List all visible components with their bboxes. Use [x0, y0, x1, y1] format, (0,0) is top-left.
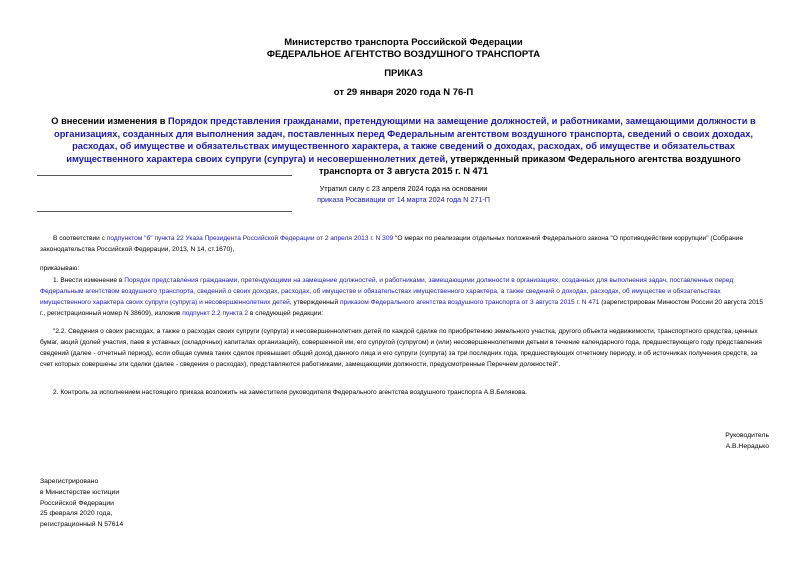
divider-top: [37, 175, 292, 176]
registration-block: [40, 477, 123, 531]
registration-line-2: в Министерстве юстиции: [40, 488, 120, 496]
divider-bottom: [37, 211, 292, 212]
item1-text-4: в следующей редакции:: [248, 310, 324, 317]
preamble-text-3: (Собрание законодательства Российской Федерации, 2013, N 14, ст.1670),: [40, 235, 744, 253]
signature-position: Руководитель: [725, 432, 769, 439]
registration-line-4: 25 февраля 2020 года,: [40, 510, 113, 518]
invalidation-line: Утратил силу с 23 апреля 2024 года на основании: [319, 184, 488, 193]
registration-line-5: регистрационный N 57614: [40, 521, 124, 529]
registration-line-3: Российской Федерации: [40, 499, 114, 507]
title-link[interactable]: Порядок представления гражданами, претендующими на замещение должностей, и работниками, замещающими должности в организациях, созданных для выполнения задач, поставленных перед Федеральным агентством воздушного транспорта, сведений о своих доходах, расходах, об имуществе и обязательствах имущественного характера, а также сведений о доходах, расходах, об имуществе и обязательствах имущественного характера своих супруги (супруга) и несовершеннолетних детей: [54, 116, 756, 164]
invalidation-link[interactable]: приказа Росавиации от 14 марта 2024 года N 271-П: [317, 195, 490, 204]
doc-type: ПРИКАЗ: [384, 68, 423, 79]
signature-block: [725, 430, 769, 452]
doc-date-number: от 29 января 2020 года N 76-П: [333, 87, 474, 98]
item1-text-3: (зарегистрирован Минюстом России 20 августа 2015 г., регистрационный номер N 38609), изложив: [40, 299, 764, 317]
doc-title: [40, 115, 767, 178]
ministry-name: Министерство транспорта Российской Федерации: [284, 37, 523, 48]
item1-text-1: 1. Внести изменение в: [53, 277, 125, 284]
item1-link-order[interactable]: приказом Федерального агентства воздушного транспорта от 3 августа 2015 г. N 471: [340, 299, 600, 306]
item1-text-2: , утвержденный: [289, 299, 341, 306]
title-text-2: , утвержденный приказом Федерального агентства воздушного транспорта от 3 августа 2015 г. N 471: [318, 153, 741, 176]
registration-line-1: Зарегистрировано: [40, 478, 99, 485]
preamble-text-2: "О мерах по реализации отдельных положений Федерального закона "О противодействии коррупции": [393, 235, 709, 242]
title-text-1: О внесении изменения в: [51, 116, 169, 126]
item1-link-procedure[interactable]: Порядок представления гражданами, претендующими на замещение должностей, и работниками, замещающими должности в организациях, созданных для выполнения задач, поставленных перед Федеральным агентством воздушного транспорта, сведений о своих доходах, расходах, об имуществе и обязательствах имущественного характера, а также сведений о доходах, расходах, об имуществе и обязательствах имущественного характера своих супруги (супруга) и несовершеннолетних детей: [40, 277, 734, 306]
item1-link-subclause[interactable]: подпункт 2.2 пункта 2: [182, 310, 249, 317]
preamble-text-1: В соответствии с: [53, 235, 107, 242]
quoted-clause: "2.2. Сведения о своих расходах, а также о расходах своих супруги (супруга) и несовершеннолетних детей по каждой сделке по приобретению земельного участка, другого объекта недвижимости, транспортного средства, ценных бумаг, акций (долей участия, паев в уставных (складочных) капиталах организаций), совершенной им, его супругой (супругом) и (или) несовершеннолетними детьми в течение календарного года, предшествующего году представления сведений (далее - отчетный период), если общая сумма таких сделок превышает общий доход данного лица и его супруги (супруга) за три последних года, предшествующих отчетному периоду, и об источниках получения средств, за счет которых совершены эти сделки (далее - сведения о расходах), представляются работниками, замещающими должности, предусмотренные Перечнем должностей".: [40, 328, 762, 368]
invalidation-note: [300, 183, 507, 205]
item-1-paragraph: [40, 275, 770, 319]
signature-name: А.В.Нерадько: [725, 443, 769, 450]
order-word: приказываю:: [40, 265, 80, 272]
agency-name: ФЕДЕРАЛЬНОЕ АГЕНТСТВО ВОЗДУШНОГО ТРАНСПОРТА: [266, 49, 541, 60]
preamble-link[interactable]: подпунктом "б" пункта 22 Указа Президента Российской Федерации от 2 апреля 2013 г. N 309: [106, 235, 394, 242]
preamble-paragraph: [40, 233, 770, 255]
item-2-paragraph: 2. Контроль за исполнением настоящего приказа возложить на заместителя руководителя Федерального агентства воздушного транспорта А.В.Белякова.: [53, 389, 527, 396]
